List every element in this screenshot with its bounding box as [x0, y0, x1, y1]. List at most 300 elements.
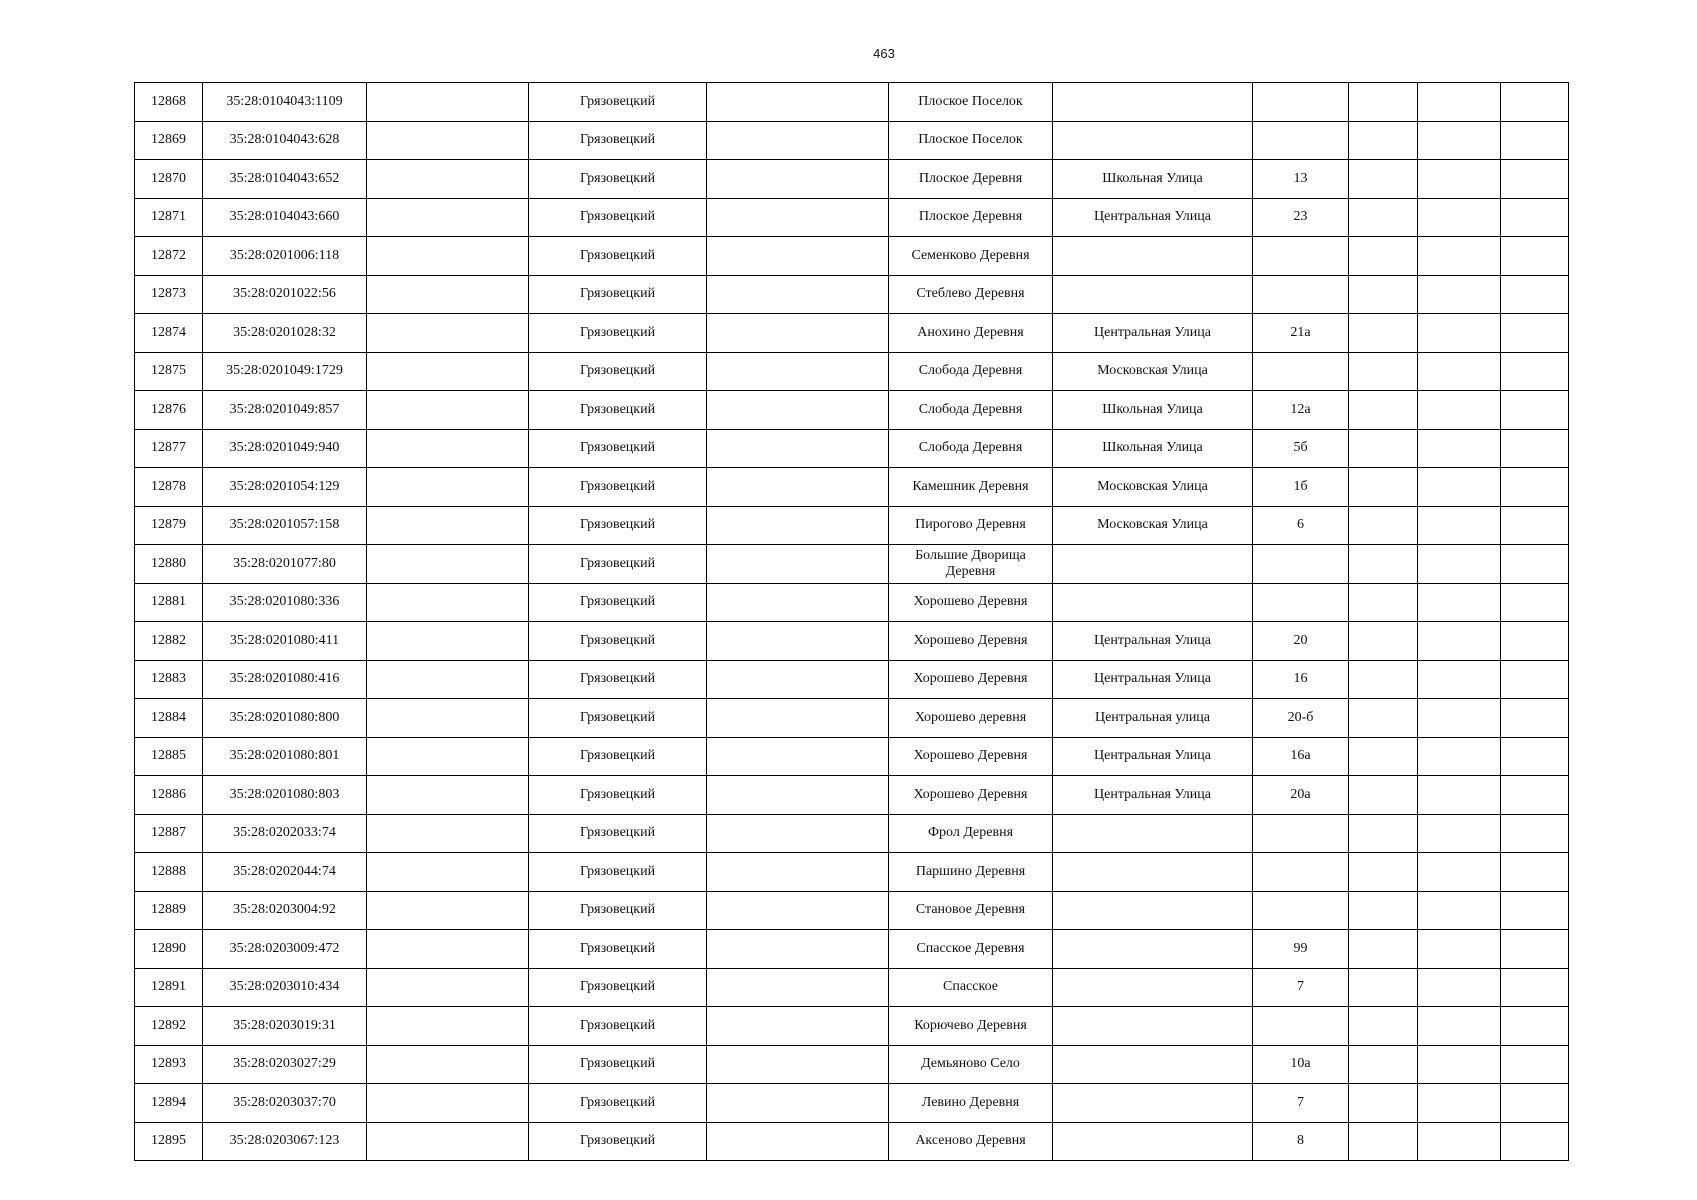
cell-district: Грязовецкий [529, 776, 707, 815]
cell-locality: Спасское [889, 968, 1053, 1007]
cell-empty [1418, 1084, 1501, 1123]
cell-empty [1418, 1007, 1501, 1046]
cell-number: 12877 [135, 429, 203, 468]
cell-cadastral-number: 35:28:0201054:129 [203, 468, 367, 507]
cell-empty [1349, 506, 1418, 545]
cell-empty [1349, 814, 1418, 853]
cell-empty [1418, 814, 1501, 853]
cell-street: Центральная улица [1053, 699, 1253, 738]
cell-house [1253, 853, 1349, 892]
cell-empty [1501, 198, 1569, 237]
table-row [135, 545, 1569, 584]
cell-house [1253, 545, 1349, 584]
cell-locality: Корючево Деревня [889, 1007, 1053, 1046]
cell-empty [707, 1045, 889, 1084]
cell-locality: Спасское Деревня [889, 930, 1053, 969]
cell-locality: Плоское Поселок [889, 121, 1053, 160]
cell-empty [707, 660, 889, 699]
cell-empty [1501, 237, 1569, 276]
cell-empty [707, 622, 889, 661]
cell-number: 12870 [135, 160, 203, 199]
table-row [135, 1045, 1569, 1084]
cell-empty [1501, 545, 1569, 584]
cell-empty [1418, 737, 1501, 776]
cell-house: 16 [1253, 660, 1349, 699]
cell-district: Грязовецкий [529, 1084, 707, 1123]
table-row [135, 314, 1569, 353]
cell-cadastral-number: 35:28:0203019:31 [203, 1007, 367, 1046]
cell-street: Московская Улица [1053, 506, 1253, 545]
table-row [135, 1084, 1569, 1123]
cell-street [1053, 83, 1253, 122]
cell-empty [367, 776, 529, 815]
cell-empty [367, 121, 529, 160]
cell-empty [367, 814, 529, 853]
cell-house: 5б [1253, 429, 1349, 468]
cell-empty [1349, 1007, 1418, 1046]
table-row [135, 968, 1569, 1007]
cell-empty [367, 583, 529, 622]
cell-cadastral-number: 35:28:0201049:1729 [203, 352, 367, 391]
cell-street [1053, 1045, 1253, 1084]
cell-locality: Хорошево деревня [889, 699, 1053, 738]
cell-empty [1349, 429, 1418, 468]
cell-street: Центральная Улица [1053, 622, 1253, 661]
cell-number: 12890 [135, 930, 203, 969]
table-row [135, 198, 1569, 237]
cell-locality: Хорошево Деревня [889, 660, 1053, 699]
cell-empty [367, 237, 529, 276]
cell-district: Грязовецкий [529, 160, 707, 199]
table-row [135, 776, 1569, 815]
cell-house: 99 [1253, 930, 1349, 969]
table-row [135, 853, 1569, 892]
cell-house: 16а [1253, 737, 1349, 776]
cell-empty [1349, 699, 1418, 738]
table-row [135, 1122, 1569, 1161]
cell-street: Центральная Улица [1053, 198, 1253, 237]
table-row [135, 930, 1569, 969]
table-row [135, 237, 1569, 276]
cell-district: Грязовецкий [529, 622, 707, 661]
cell-locality: Становое Деревня [889, 891, 1053, 930]
cell-empty [1349, 237, 1418, 276]
table-row [135, 83, 1569, 122]
cell-empty [1349, 737, 1418, 776]
table-row [135, 506, 1569, 545]
cell-cadastral-number: 35:28:0104043:652 [203, 160, 367, 199]
cell-street [1053, 814, 1253, 853]
cell-locality: Большие Дворища Деревня [889, 545, 1053, 584]
cell-empty [1349, 583, 1418, 622]
cell-empty [367, 1122, 529, 1161]
registry-table [134, 82, 1569, 1161]
cell-cadastral-number: 35:28:0201080:800 [203, 699, 367, 738]
cell-empty [1501, 891, 1569, 930]
cell-empty [1418, 391, 1501, 430]
cell-empty [707, 429, 889, 468]
cell-district: Грязовецкий [529, 1007, 707, 1046]
cell-cadastral-number: 35:28:0202033:74 [203, 814, 367, 853]
cell-empty [1501, 314, 1569, 353]
cell-empty [707, 1122, 889, 1161]
cell-house [1253, 352, 1349, 391]
table-row [135, 391, 1569, 430]
cell-cadastral-number: 35:28:0104043:660 [203, 198, 367, 237]
cell-empty [1501, 1084, 1569, 1123]
cell-empty [367, 1084, 529, 1123]
cell-empty [707, 776, 889, 815]
cell-street: Школьная Улица [1053, 391, 1253, 430]
cell-locality: Фрол Деревня [889, 814, 1053, 853]
cell-empty [1418, 198, 1501, 237]
cell-empty [1501, 660, 1569, 699]
cell-street [1053, 275, 1253, 314]
cell-number: 12881 [135, 583, 203, 622]
cell-cadastral-number: 35:28:0203027:29 [203, 1045, 367, 1084]
cell-empty [1349, 1084, 1418, 1123]
cell-locality: Слобода Деревня [889, 352, 1053, 391]
cell-empty [367, 660, 529, 699]
cell-district: Грязовецкий [529, 275, 707, 314]
cell-street [1053, 891, 1253, 930]
cell-cadastral-number: 35:28:0201028:32 [203, 314, 367, 353]
cell-district: Грязовецкий [529, 83, 707, 122]
cell-empty [1501, 352, 1569, 391]
cell-locality: Хорошево Деревня [889, 583, 1053, 622]
cell-number: 12878 [135, 468, 203, 507]
cell-street [1053, 930, 1253, 969]
cell-cadastral-number: 35:28:0202044:74 [203, 853, 367, 892]
cell-number: 12880 [135, 545, 203, 584]
cell-district: Грязовецкий [529, 237, 707, 276]
cell-house [1253, 275, 1349, 314]
cell-locality: Слобода Деревня [889, 429, 1053, 468]
cell-number: 12888 [135, 853, 203, 892]
cell-empty [367, 506, 529, 545]
cell-empty [707, 275, 889, 314]
cell-empty [1418, 660, 1501, 699]
cell-locality: Хорошево Деревня [889, 622, 1053, 661]
cell-street [1053, 1084, 1253, 1123]
cell-number: 12872 [135, 237, 203, 276]
cell-empty [1418, 853, 1501, 892]
cell-locality: Семенково Деревня [889, 237, 1053, 276]
cell-house: 7 [1253, 968, 1349, 1007]
cell-empty [1349, 660, 1418, 699]
cell-number: 12886 [135, 776, 203, 815]
table-row [135, 660, 1569, 699]
cell-house: 1б [1253, 468, 1349, 507]
cell-house: 20а [1253, 776, 1349, 815]
cell-empty [707, 737, 889, 776]
cell-empty [707, 198, 889, 237]
cell-number: 12894 [135, 1084, 203, 1123]
cell-empty [1501, 968, 1569, 1007]
page-number: 463 [873, 46, 895, 61]
cell-empty [367, 853, 529, 892]
cell-empty [1349, 891, 1418, 930]
cell-house [1253, 83, 1349, 122]
cell-district: Грязовецкий [529, 198, 707, 237]
cell-empty [1349, 160, 1418, 199]
cell-number: 12883 [135, 660, 203, 699]
cell-number: 12868 [135, 83, 203, 122]
cell-district: Грязовецкий [529, 506, 707, 545]
cell-empty [1501, 930, 1569, 969]
cell-empty [367, 545, 529, 584]
cell-empty [707, 237, 889, 276]
cell-empty [1349, 352, 1418, 391]
cell-street [1053, 968, 1253, 1007]
cell-number: 12873 [135, 275, 203, 314]
cell-number: 12869 [135, 121, 203, 160]
cell-cadastral-number: 35:28:0203037:70 [203, 1084, 367, 1123]
cell-empty [1349, 83, 1418, 122]
cell-district: Грязовецкий [529, 121, 707, 160]
cell-house: 12а [1253, 391, 1349, 430]
cell-empty [1349, 275, 1418, 314]
cell-empty [1418, 314, 1501, 353]
cell-empty [367, 275, 529, 314]
cell-house: 7 [1253, 1084, 1349, 1123]
cell-district: Грязовецкий [529, 1122, 707, 1161]
cell-locality: Демьяново Село [889, 1045, 1053, 1084]
cell-empty [367, 198, 529, 237]
cell-street: Центральная Улица [1053, 660, 1253, 699]
cell-street: Центральная Улица [1053, 314, 1253, 353]
cell-house: 20-б [1253, 699, 1349, 738]
cell-locality: Хорошево Деревня [889, 737, 1053, 776]
cell-number: 12892 [135, 1007, 203, 1046]
table-row [135, 468, 1569, 507]
cell-district: Грязовецкий [529, 968, 707, 1007]
cell-empty [1501, 1007, 1569, 1046]
cell-empty [707, 1007, 889, 1046]
cell-number: 12871 [135, 198, 203, 237]
cell-number: 12884 [135, 699, 203, 738]
cell-empty [367, 737, 529, 776]
cell-empty [367, 891, 529, 930]
cell-empty [367, 429, 529, 468]
cell-house: 8 [1253, 1122, 1349, 1161]
cell-empty [707, 583, 889, 622]
cell-number: 12885 [135, 737, 203, 776]
table-row [135, 583, 1569, 622]
cell-number: 12895 [135, 1122, 203, 1161]
cell-empty [1349, 545, 1418, 584]
cell-district: Грязовецкий [529, 391, 707, 430]
cell-empty [367, 622, 529, 661]
cell-empty [367, 352, 529, 391]
cell-empty [367, 391, 529, 430]
cell-district: Грязовецкий [529, 583, 707, 622]
cell-empty [1501, 160, 1569, 199]
cell-empty [1349, 198, 1418, 237]
cell-street: Центральная Улица [1053, 776, 1253, 815]
cell-locality: Слобода Деревня [889, 391, 1053, 430]
cell-empty [367, 468, 529, 507]
cell-empty [1418, 506, 1501, 545]
cell-street [1053, 1007, 1253, 1046]
cell-empty [1501, 429, 1569, 468]
cell-empty [367, 1007, 529, 1046]
cell-empty [1418, 776, 1501, 815]
cell-empty [1418, 891, 1501, 930]
cell-locality: Анохино Деревня [889, 314, 1053, 353]
cell-empty [367, 1045, 529, 1084]
table-row [135, 352, 1569, 391]
cell-empty [1501, 121, 1569, 160]
cell-empty [1418, 930, 1501, 969]
table-row [135, 699, 1569, 738]
cell-locality: Паршино Деревня [889, 853, 1053, 892]
table-row [135, 814, 1569, 853]
cell-cadastral-number: 35:28:0203009:472 [203, 930, 367, 969]
cell-empty [707, 83, 889, 122]
table-row [135, 891, 1569, 930]
cell-empty [1418, 468, 1501, 507]
cell-street [1053, 1122, 1253, 1161]
cell-number: 12874 [135, 314, 203, 353]
cell-street [1053, 853, 1253, 892]
cell-number: 12893 [135, 1045, 203, 1084]
cell-cadastral-number: 35:28:0201080:336 [203, 583, 367, 622]
cell-cadastral-number: 35:28:0201080:801 [203, 737, 367, 776]
cell-number: 12887 [135, 814, 203, 853]
cell-empty [1349, 622, 1418, 661]
cell-number: 12891 [135, 968, 203, 1007]
cell-empty [1349, 1122, 1418, 1161]
cell-empty [1418, 1122, 1501, 1161]
cell-empty [1349, 968, 1418, 1007]
cell-number: 12889 [135, 891, 203, 930]
cell-empty [707, 352, 889, 391]
cell-street: Центральная Улица [1053, 737, 1253, 776]
cell-street: Школьная Улица [1053, 160, 1253, 199]
cell-locality: Стеблево Деревня [889, 275, 1053, 314]
cell-district: Грязовецкий [529, 930, 707, 969]
cell-cadastral-number: 35:28:0201077:80 [203, 545, 367, 584]
cell-empty [707, 506, 889, 545]
cell-empty [367, 83, 529, 122]
cell-empty [1501, 391, 1569, 430]
cell-house [1253, 814, 1349, 853]
table-row [135, 737, 1569, 776]
cell-cadastral-number: 35:28:0104043:628 [203, 121, 367, 160]
cell-empty [367, 930, 529, 969]
table-row [135, 1007, 1569, 1046]
cell-house: 20 [1253, 622, 1349, 661]
cell-cadastral-number: 35:28:0201057:158 [203, 506, 367, 545]
cell-cadastral-number: 35:28:0201080:416 [203, 660, 367, 699]
cell-empty [1349, 468, 1418, 507]
cell-district: Грязовецкий [529, 737, 707, 776]
cell-district: Грязовецкий [529, 429, 707, 468]
cell-empty [1349, 391, 1418, 430]
cell-locality: Плоское Деревня [889, 160, 1053, 199]
cell-empty [1501, 83, 1569, 122]
cell-empty [707, 968, 889, 1007]
cell-empty [1418, 352, 1501, 391]
cell-empty [707, 1084, 889, 1123]
cell-street: Московская Улица [1053, 468, 1253, 507]
cell-house: 13 [1253, 160, 1349, 199]
cell-empty [1418, 237, 1501, 276]
cell-empty [1501, 622, 1569, 661]
cell-empty [1501, 275, 1569, 314]
cell-house [1253, 237, 1349, 276]
table-body [135, 83, 1569, 1161]
cell-street [1053, 583, 1253, 622]
cell-empty [707, 930, 889, 969]
cell-locality: Аксеново Деревня [889, 1122, 1053, 1161]
cell-empty [1418, 429, 1501, 468]
cell-empty [1501, 468, 1569, 507]
cell-district: Грязовецкий [529, 814, 707, 853]
cell-empty [707, 314, 889, 353]
cell-number: 12882 [135, 622, 203, 661]
cell-empty [707, 121, 889, 160]
cell-empty [1418, 121, 1501, 160]
cell-house: 21а [1253, 314, 1349, 353]
table-row [135, 160, 1569, 199]
cell-empty [1349, 930, 1418, 969]
cell-empty [707, 814, 889, 853]
cell-empty [707, 699, 889, 738]
cell-empty [1501, 506, 1569, 545]
cell-street: Школьная Улица [1053, 429, 1253, 468]
cell-cadastral-number: 35:28:0201006:118 [203, 237, 367, 276]
table-row [135, 121, 1569, 160]
cell-empty [707, 853, 889, 892]
cell-empty [1349, 1045, 1418, 1084]
cell-empty [367, 314, 529, 353]
cell-empty [1418, 275, 1501, 314]
cell-district: Грязовецкий [529, 699, 707, 738]
cell-empty [1418, 1045, 1501, 1084]
cell-empty [1418, 83, 1501, 122]
cell-district: Грязовецкий [529, 545, 707, 584]
cell-house [1253, 891, 1349, 930]
cell-house [1253, 1007, 1349, 1046]
cell-empty [1349, 314, 1418, 353]
cell-empty [707, 545, 889, 584]
cell-house: 10а [1253, 1045, 1349, 1084]
cell-district: Грязовецкий [529, 891, 707, 930]
cell-empty [1418, 545, 1501, 584]
cell-locality: Хорошево Деревня [889, 776, 1053, 815]
cell-empty [1418, 968, 1501, 1007]
cell-empty [707, 468, 889, 507]
cell-house [1253, 121, 1349, 160]
cell-number: 12875 [135, 352, 203, 391]
cell-empty [1349, 853, 1418, 892]
cell-empty [367, 699, 529, 738]
cell-district: Грязовецкий [529, 853, 707, 892]
cell-house: 6 [1253, 506, 1349, 545]
cell-street [1053, 121, 1253, 160]
cell-empty [1501, 1122, 1569, 1161]
cell-cadastral-number: 35:28:0104043:1109 [203, 83, 367, 122]
cell-locality: Плоское Поселок [889, 83, 1053, 122]
cell-empty [1418, 160, 1501, 199]
cell-locality: Плоское Деревня [889, 198, 1053, 237]
cell-district: Грязовецкий [529, 1045, 707, 1084]
cell-empty [1501, 583, 1569, 622]
cell-locality: Левино Деревня [889, 1084, 1053, 1123]
cell-street [1053, 545, 1253, 584]
